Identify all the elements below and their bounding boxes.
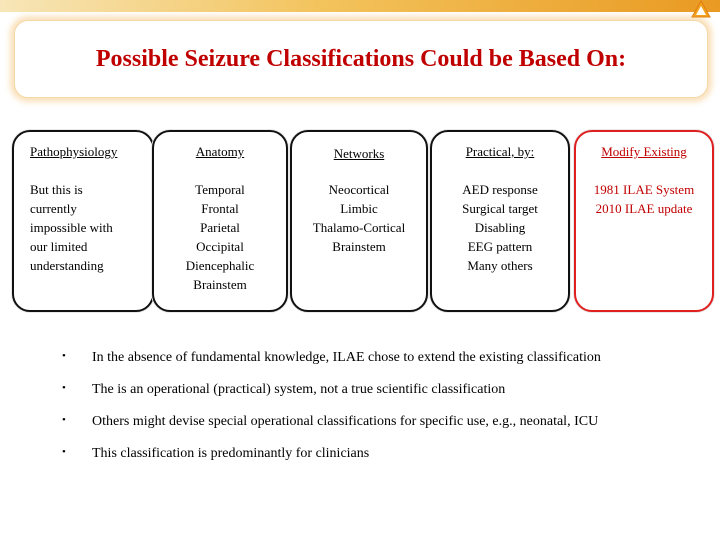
- card-line: Brainstem: [193, 277, 247, 292]
- card-line: currently: [30, 201, 77, 216]
- bullet-icon: •: [62, 350, 66, 362]
- card-networks: [290, 130, 428, 312]
- card-line: 1981 ILAE System: [593, 182, 695, 197]
- card-line: Diencephalic: [185, 258, 255, 273]
- list-item-text: This classification is predominantly for clinicians: [92, 446, 370, 461]
- card-line: Neocortical: [328, 182, 390, 197]
- card-line: EEG pattern: [467, 239, 533, 254]
- header-bar: [0, 0, 720, 12]
- card-modify-existing: [574, 130, 714, 312]
- card-body: [576, 180, 712, 218]
- list-item-text: The is an operational (practical) system, not a true scientific classification: [92, 382, 506, 397]
- card-practical: [430, 130, 570, 312]
- card-line: Surgical target: [462, 201, 538, 216]
- list-item-text: In the absence of fundamental knowledge, ILAE chose to extend the existing classification: [92, 350, 601, 365]
- card-body: [30, 180, 168, 275]
- card-line: Thalamo-Cortical: [312, 220, 406, 235]
- card-heading: Anatomy: [195, 144, 245, 159]
- card-line: Many others: [467, 258, 533, 273]
- logo-icon: [690, 0, 712, 20]
- bullet-icon: •: [62, 414, 66, 426]
- card-heading: Pathophysiology: [30, 144, 118, 159]
- card-line: understanding: [30, 258, 104, 273]
- title-banner: [14, 20, 708, 98]
- card-line: Frontal: [201, 201, 239, 216]
- card-line: Occipital: [196, 239, 244, 254]
- card-line: Disabling: [474, 220, 526, 235]
- card-line: our limited: [30, 239, 88, 254]
- card-line: Parietal: [200, 220, 240, 235]
- card-line: impossible with: [30, 220, 113, 235]
- bullet-icon: •: [62, 382, 66, 394]
- card-line: 2010 ILAE update: [595, 201, 693, 216]
- card-body: [292, 180, 426, 256]
- card-line: Brainstem: [332, 239, 386, 254]
- card-line: Temporal: [195, 182, 245, 197]
- card-heading: Modify Existing: [601, 144, 687, 159]
- card-line: AED response: [462, 182, 538, 197]
- card-line: Limbic: [340, 201, 378, 216]
- card-body: [432, 180, 568, 275]
- card-pathophysiology: [12, 130, 154, 312]
- list-item-text: Others might devise special operational classifications for specific use, e.g., neonatal, ICU: [92, 414, 599, 429]
- card-anatomy: [152, 130, 288, 312]
- card-line: But this is: [30, 182, 83, 197]
- bullet-icon: •: [62, 446, 66, 458]
- card-body: [154, 180, 286, 294]
- card-heading: Networks: [333, 146, 385, 161]
- page-title: Possible Seizure Classifications Could be Based On:: [95, 45, 627, 72]
- card-heading: Practical, by:: [465, 144, 535, 159]
